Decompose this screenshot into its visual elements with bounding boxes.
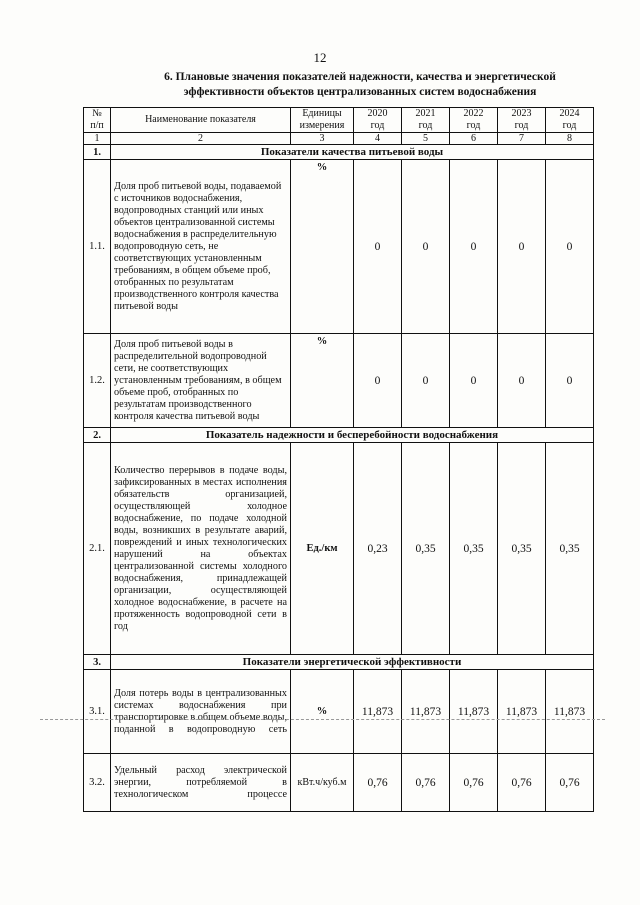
table-row	[84, 754, 594, 812]
row-number: 3.1.	[84, 670, 111, 754]
value-2024: 0,35	[546, 443, 594, 655]
value-2020: 0,76	[354, 754, 402, 812]
title-line-1: 6. Плановые значения показателей надежности, качества и энергетической	[164, 71, 556, 83]
header-year-2024: 2024 год	[546, 108, 594, 133]
row-number: 3.2.	[84, 754, 111, 812]
unit-cell: %	[291, 670, 354, 754]
value-2020: 0	[354, 160, 402, 334]
section-row	[84, 655, 594, 670]
header-name: Наименование показателя	[111, 108, 291, 133]
section-title: Показатели качества питьевой воды	[111, 145, 594, 160]
value-2021: 0,35	[402, 443, 450, 655]
value-2022: 0	[450, 334, 498, 428]
scan-dashed-line	[40, 719, 605, 720]
value-2022: 0,76	[450, 754, 498, 812]
header-row	[84, 108, 594, 133]
unit-cell: кВт.ч/куб.м	[291, 754, 354, 812]
value-2021: 0	[402, 334, 450, 428]
col-number: 6	[450, 133, 498, 145]
indicator-name: Удельный расход электрической энергии, потребляемой в технологическом процессе	[111, 754, 291, 812]
unit-cell: %	[291, 160, 354, 334]
value-2022: 0,35	[450, 443, 498, 655]
document-title	[110, 70, 610, 100]
section-title: Показатели энергетической эффективности	[111, 655, 594, 670]
page-number: 12	[313, 50, 327, 65]
unit-cell: Ед./км	[291, 443, 354, 655]
col-number: 2	[111, 133, 291, 145]
value-2020: 0,23	[354, 443, 402, 655]
value-2023: 11,873	[498, 670, 546, 754]
title-line-2: эффективности объектов централизованных систем водоснабжения	[183, 86, 537, 98]
value-2024: 0	[546, 160, 594, 334]
col-number: 7	[498, 133, 546, 145]
section-row	[84, 145, 594, 160]
table-row	[84, 334, 594, 428]
value-2022: 11,873	[450, 670, 498, 754]
header-year-2021: 2021 год	[402, 108, 450, 133]
row-number: 2.1.	[84, 443, 111, 655]
value-2022: 0	[450, 160, 498, 334]
section-row	[84, 428, 594, 443]
indicator-name: Доля потерь воды в централизованных системах водоснабжения при транспортировке в общем объеме воды, поданной в водопроводную сеть	[111, 670, 291, 754]
value-2023: 0,76	[498, 754, 546, 812]
header-year-2023: 2023 год	[498, 108, 546, 133]
value-2021: 11,873	[402, 670, 450, 754]
section-number: 2.	[84, 428, 111, 443]
table-row	[84, 443, 594, 655]
value-2023: 0	[498, 334, 546, 428]
value-2023: 0,35	[498, 443, 546, 655]
value-2021: 0,76	[402, 754, 450, 812]
section-title: Показатель надежности и бесперебойности водоснабжения	[111, 428, 594, 443]
table-row	[84, 160, 594, 334]
unit-cell: %	[291, 334, 354, 428]
indicators-table	[83, 107, 594, 812]
value-2024: 0,76	[546, 754, 594, 812]
value-2020: 0	[354, 334, 402, 428]
col-number: 3	[291, 133, 354, 145]
column-number-row	[84, 133, 594, 145]
value-2024: 0	[546, 334, 594, 428]
value-2020: 11,873	[354, 670, 402, 754]
value-2021: 0	[402, 160, 450, 334]
row-number: 1.1.	[84, 160, 111, 334]
col-number: 4	[354, 133, 402, 145]
header-num: № п/п	[84, 108, 111, 133]
value-2024: 11,873	[546, 670, 594, 754]
section-number: 3.	[84, 655, 111, 670]
indicator-name: Количество перерывов в подаче воды, зафиксированных в местах исполнения обязательств организацией, осуществляющей холодное водоснабжение, по подаче холодной воды, возникших в результате аварий, повреждений и иных технологических нарушений на объектах централизованной системы холодного водоснабжения, принадлежащей организации, осуществляющей холодное водоснабжение, в расчете на протяженность водопроводной сети в год	[111, 443, 291, 655]
header-year-2020: 2020 год	[354, 108, 402, 133]
section-number: 1.	[84, 145, 111, 160]
col-number: 8	[546, 133, 594, 145]
row-number: 1.2.	[84, 334, 111, 428]
indicator-name: Доля проб питьевой воды в распределительной водопроводной сети, не соответствующих установленным требованиям, в общем объеме проб, отобранных по результатам производственного контроля качества питьевой воды	[111, 334, 291, 428]
header-year-2022: 2022 год	[450, 108, 498, 133]
table-row	[84, 670, 594, 754]
indicator-name: Доля проб питьевой воды, подаваемой с источников водоснабжения, водопроводных станций или иных объектов централизованной системы водоснабжения в распределительную водопроводную сеть, не соответствующих установленным требованиям, в общем объеме проб, отобранных по результатам производственного контроля качества питьевой воды	[111, 160, 291, 334]
value-2023: 0	[498, 160, 546, 334]
col-number: 1	[84, 133, 111, 145]
col-number: 5	[402, 133, 450, 145]
header-unit: Единицы измерения	[291, 108, 354, 133]
